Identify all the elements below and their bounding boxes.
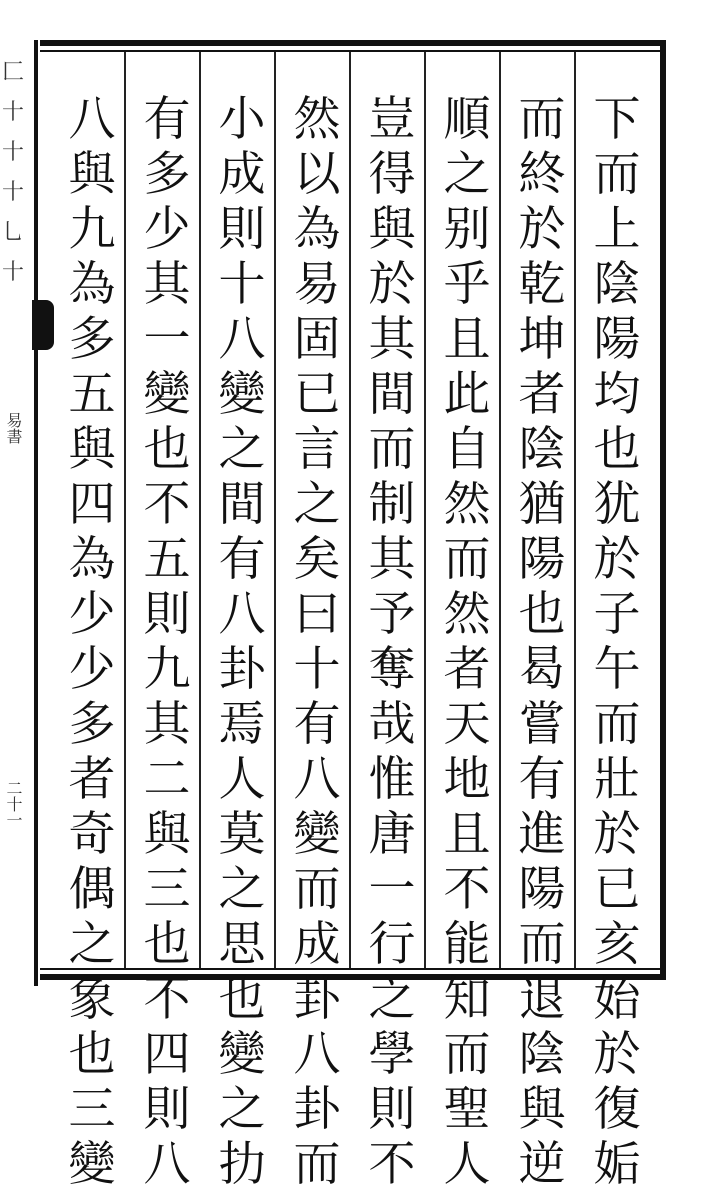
glyph: 之: [218, 422, 266, 477]
gutter-rule: [34, 40, 38, 986]
glyph: 已: [593, 862, 641, 917]
glyph: 且: [443, 312, 491, 367]
text-column-7: [130, 92, 204, 1192]
glyph: 象: [68, 972, 116, 1027]
glyph: 奇: [68, 807, 116, 862]
glyph: 此: [443, 367, 491, 422]
glyph: 於: [368, 257, 416, 312]
glyph: 則: [143, 587, 191, 642]
glyph: 而: [443, 1027, 491, 1082]
glyph: 九: [68, 202, 116, 257]
glyph: 亥: [593, 917, 641, 972]
glyph: 八: [218, 587, 266, 642]
glyph: 四: [143, 1027, 191, 1082]
glyph: 陰: [518, 1027, 566, 1082]
glyph: 終: [518, 147, 566, 202]
glyph: 多: [143, 147, 191, 202]
glyph: 其: [143, 697, 191, 752]
column-text: [580, 92, 654, 1192]
text-column-8: [55, 92, 129, 1192]
glyph: 唐: [368, 807, 416, 862]
glyph: 變: [293, 807, 341, 862]
glyph: 於: [518, 202, 566, 257]
glyph: 為: [68, 532, 116, 587]
glyph: 偶: [68, 862, 116, 917]
glyph: 於: [593, 1027, 641, 1082]
glyph: 卦: [293, 972, 341, 1027]
glyph: 而: [593, 697, 641, 752]
glyph: 陰: [518, 422, 566, 477]
glyph: 以: [293, 147, 341, 202]
glyph: 人: [218, 752, 266, 807]
glyph: 之: [68, 917, 116, 972]
column-text: [505, 92, 579, 1192]
text-column-6: [205, 92, 279, 1192]
gutter-mark: 十: [2, 260, 25, 285]
glyph: 固: [293, 312, 341, 367]
glyph: 陰: [593, 257, 641, 312]
glyph: 矣: [293, 532, 341, 587]
glyph: 陽: [518, 532, 566, 587]
glyph: 八: [218, 312, 266, 367]
text-column-2: [505, 92, 579, 1192]
text-column-5: [280, 92, 354, 1192]
glyph: 為: [293, 202, 341, 257]
column-text: [280, 92, 354, 1192]
glyph: 而: [518, 92, 566, 147]
glyph: 有: [218, 532, 266, 587]
glyph: 也: [218, 972, 266, 1027]
glyph: 之: [293, 477, 341, 532]
glyph: 卦: [218, 642, 266, 697]
column-text: [205, 92, 279, 1192]
glyph: 然: [443, 587, 491, 642]
gutter-book-label: 易書: [4, 412, 23, 444]
glyph: 且: [443, 807, 491, 862]
glyph: 制: [368, 477, 416, 532]
glyph: 順: [443, 92, 491, 147]
glyph: 也: [143, 917, 191, 972]
glyph: 惟: [368, 752, 416, 807]
glyph: 十: [218, 257, 266, 312]
glyph: 於: [593, 532, 641, 587]
glyph: 有: [143, 92, 191, 147]
glyph: 者: [68, 752, 116, 807]
glyph: 逆: [518, 1137, 566, 1192]
glyph: 八: [293, 752, 341, 807]
glyph: 而: [293, 1137, 341, 1192]
gutter-mark: 十: [2, 100, 25, 125]
glyph: 扐: [218, 1137, 266, 1192]
glyph: 下: [593, 92, 641, 147]
glyph: 變: [68, 1137, 116, 1192]
glyph: 天: [443, 697, 491, 752]
glyph: 也: [68, 1027, 116, 1082]
glyph: 多: [68, 312, 116, 367]
glyph: 者: [518, 367, 566, 422]
glyph: 與: [518, 1082, 566, 1137]
glyph: 也: [518, 587, 566, 642]
glyph: 間: [368, 367, 416, 422]
gutter-mark: 乚: [2, 220, 25, 245]
glyph: 少: [143, 202, 191, 257]
glyph: 十: [293, 642, 341, 697]
column-text: [355, 92, 429, 1192]
glyph: 其: [368, 532, 416, 587]
gutter-mark: 十: [2, 180, 25, 205]
glyph: 九: [143, 642, 191, 697]
glyph: 於: [593, 807, 641, 862]
glyph: 聖: [443, 1082, 491, 1137]
glyph: 不: [368, 1137, 416, 1192]
glyph: 卦: [293, 1082, 341, 1137]
gutter-mark: 十: [2, 140, 25, 165]
glyph: 别: [443, 202, 491, 257]
glyph: 陽: [593, 312, 641, 367]
glyph: 之: [443, 147, 491, 202]
glyph: 得: [368, 147, 416, 202]
text-column-4: [355, 92, 429, 1192]
glyph: 之: [218, 1082, 266, 1137]
frame-inner-top-rule: [40, 50, 666, 52]
glyph: 陽: [518, 862, 566, 917]
glyph: 有: [293, 697, 341, 752]
glyph: 始: [593, 972, 641, 1027]
glyph: 有: [518, 752, 566, 807]
glyph: 子: [593, 587, 641, 642]
glyph: 與: [143, 807, 191, 862]
glyph: 不: [143, 972, 191, 1027]
glyph: 自: [443, 422, 491, 477]
column-text: [55, 92, 129, 1192]
glyph: 八: [293, 1027, 341, 1082]
glyph: 然: [293, 92, 341, 147]
glyph: 之: [218, 862, 266, 917]
glyph: 曰: [293, 587, 341, 642]
glyph: 言: [293, 422, 341, 477]
glyph: 三: [143, 862, 191, 917]
glyph: 一: [368, 862, 416, 917]
glyph: 小: [218, 92, 266, 147]
text-column-1: [580, 92, 654, 1192]
glyph: 與: [68, 147, 116, 202]
glyph: 復: [593, 1082, 641, 1137]
glyph: 其: [368, 312, 416, 367]
glyph: 乎: [443, 257, 491, 312]
glyph: 已: [293, 367, 341, 422]
glyph: 能: [443, 917, 491, 972]
glyph: 多: [68, 697, 116, 752]
glyph: 哉: [368, 697, 416, 752]
glyph: 行: [368, 917, 416, 972]
column-text: [430, 92, 504, 1192]
glyph: 少: [68, 642, 116, 697]
glyph: 坤: [518, 312, 566, 367]
glyph: 曷: [518, 642, 566, 697]
glyph: 午: [593, 642, 641, 697]
glyph: 而: [518, 917, 566, 972]
glyph: 學: [368, 1027, 416, 1082]
glyph: 乾: [518, 257, 566, 312]
glyph: 則: [368, 1082, 416, 1137]
column-text: [130, 92, 204, 1192]
glyph: 不: [443, 862, 491, 917]
glyph: 焉: [218, 697, 266, 752]
glyph: 成: [218, 147, 266, 202]
glyph: 莫: [218, 807, 266, 862]
glyph: 易: [293, 257, 341, 312]
glyph: 奪: [368, 642, 416, 697]
glyph: 而: [593, 147, 641, 202]
glyph: 則: [143, 1082, 191, 1137]
glyph: 然: [443, 477, 491, 532]
glyph: 少: [68, 587, 116, 642]
glyph: 人: [443, 1137, 491, 1192]
glyph: 為: [68, 257, 116, 312]
glyph: 而: [293, 862, 341, 917]
glyph: 進: [518, 807, 566, 862]
glyph: 二: [143, 752, 191, 807]
page-number: 二十一: [4, 780, 23, 828]
glyph: 也: [143, 422, 191, 477]
glyph: 均: [593, 367, 641, 422]
glyph: 間: [218, 477, 266, 532]
text-column-3: [430, 92, 504, 1192]
glyph: 姤: [593, 1137, 641, 1192]
glyph: 而: [368, 422, 416, 477]
glyph: 八: [143, 1137, 191, 1192]
glyph: 一: [143, 312, 191, 367]
glyph: 嘗: [518, 697, 566, 752]
gutter-mark: 匚: [2, 60, 25, 85]
glyph: 也: [593, 422, 641, 477]
glyph: 則: [218, 202, 266, 257]
glyph: 與: [368, 202, 416, 257]
glyph: 地: [443, 752, 491, 807]
glyph: 成: [293, 917, 341, 972]
glyph: 予: [368, 587, 416, 642]
glyph: 知: [443, 972, 491, 1027]
glyph: 犹: [593, 477, 641, 532]
glyph: 猶: [518, 477, 566, 532]
glyph: 八: [68, 92, 116, 147]
glyph: 不: [143, 477, 191, 532]
glyph: 者: [443, 642, 491, 697]
glyph: 三: [68, 1082, 116, 1137]
glyph: 退: [518, 972, 566, 1027]
glyph: 五: [143, 532, 191, 587]
glyph: 變: [218, 1027, 266, 1082]
glyph: 壯: [593, 752, 641, 807]
glyph: 與: [68, 422, 116, 477]
glyph: 五: [68, 367, 116, 422]
glyph: 上: [593, 202, 641, 257]
glyph: 而: [443, 532, 491, 587]
glyph: 之: [368, 972, 416, 1027]
glyph: 變: [218, 367, 266, 422]
glyph: 豈: [368, 92, 416, 147]
glyph: 思: [218, 917, 266, 972]
glyph: 變: [143, 367, 191, 422]
glyph: 其: [143, 257, 191, 312]
glyph: 四: [68, 477, 116, 532]
